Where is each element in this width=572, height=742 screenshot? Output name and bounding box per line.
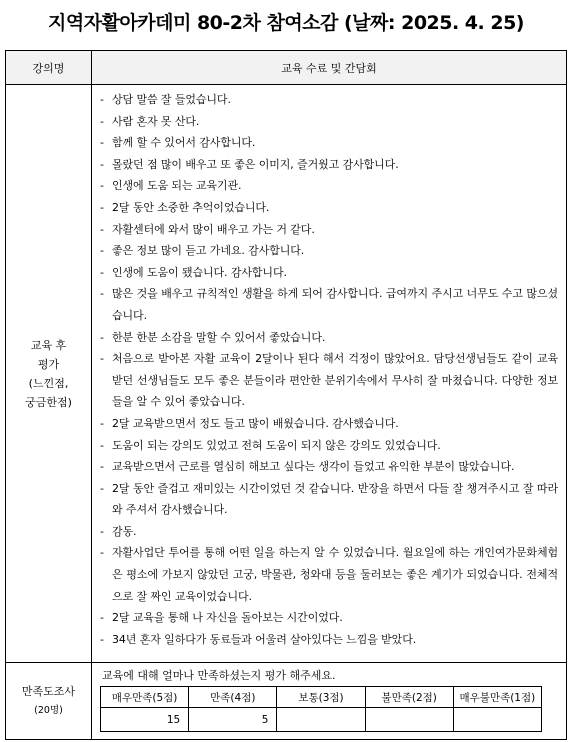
comment-item: - 상담 말씀 잘 들었습니다. [100,89,558,111]
comment-item: - 자활사업단 투어를 통해 어떤 일을 하는지 알 수 있었습니다. 월요일에 하는 개인여가문화체험은 평소에 가보지 않았던 고궁, 박물관, 청와대 등을 둘러보는 좋은 계기가 되었습니다. 전체적으로 잘 짜인 교육이었습니다. [100,542,558,607]
rating-header: 만족(4점) [189,687,277,708]
satisfaction-table [100,686,542,732]
comment-item: - 2달 동안 소중한 추억이었습니다. [100,197,558,219]
evaluation-label-line3: (느낀점, [28,376,69,390]
rating-header: 불만족(2점) [365,687,453,708]
respondent-count: (20명) [34,705,63,716]
rating-header: 매우불만족(1점) [453,687,541,708]
satisfaction-question: 교육에 대해 얼마나 만족하셨는지 평가 해주세요. [102,669,336,682]
satisfaction-cell [92,663,567,740]
comment-item: - 자활센터에 와서 많이 배우고 가는 거 같다. [100,219,558,241]
lecture-name-header: 강의명 [6,51,92,85]
comment-item: - 몰랐던 점 많이 배우고 또 좋은 이미지, 즐거웠고 감사합니다. [100,154,558,176]
evaluation-row [6,85,567,663]
comment-item: - 사람 혼자 못 산다. [100,111,558,133]
comment-item: - 함께 할 수 있어서 감사합니다. [100,132,558,154]
evaluation-label-line2: 평가 [37,357,60,371]
comment-item: - 도움이 되는 강의도 있었고 전혀 도움이 되지 않은 강의도 있었습니다. [100,435,558,457]
rating-header: 보통(3점) [277,687,365,708]
survey-form-table [5,50,567,740]
comments-cell [92,85,567,663]
evaluation-label [6,85,92,663]
comment-item: - 34년 혼자 일하다가 동료들과 어울려 살아있다는 느낌을 받았다. [100,629,558,651]
comment-item: - 감동. [100,521,558,543]
comment-item: - 2달 교육받으면서 정도 들고 많이 배웠습니다. 감사했습니다. [100,413,558,435]
comment-item: - 인생에 도움 되는 교육기관. [100,175,558,197]
satisfaction-header-row [101,687,542,708]
rating-count [365,708,453,732]
satisfaction-values-row [101,708,542,732]
comment-item: - 좋은 정보 많이 듣고 가네요. 감사합니다. [100,240,558,262]
comment-item: - 인생에 도움이 됐습니다. 감사합니다. [100,262,558,284]
rating-count: 5 [189,708,277,732]
page-title: 지역자활아카데미 80-2차 참여소감 (날짜: 2025. 4. 25) [48,12,524,34]
rating-count [453,708,541,732]
comment-list [100,89,558,650]
comment-item: - 교육받으면서 근로를 열심히 해보고 싶다는 생각이 들었고 유익한 부분이 많았습니다. [100,456,558,478]
rating-header: 매우만족(5점) [101,687,189,708]
evaluation-label-line1: 교육 후 [30,338,67,352]
comment-item: - 2달 동안 즐겁고 재미있는 시간이었던 것 같습니다. 반장을 하면서 다들 잘 챙겨주시고 잘 따라와 주셔서 감사했습니다. [100,478,558,521]
rating-count [277,708,365,732]
satisfaction-label [6,663,92,740]
satisfaction-title: 만족도조사 [21,685,76,698]
comment-item: - 많은 것을 배우고 규칙적인 생활을 하게 되어 감사합니다. 급여까지 주시고 너무도 수고 많으셨습니다. [100,283,558,326]
rating-count: 15 [101,708,189,732]
evaluation-label-line4: 궁금한점) [25,395,72,409]
comment-item: - 한분 한분 소감을 말할 수 있어서 좋았습니다. [100,327,558,349]
comment-item: - 처음으로 받아본 자활 교육이 2달이나 된다 해서 걱정이 많았어요. 담당선생님들도 같이 교육받던 선생님들도 모두 좋은 분들이라 편안한 분위기속에서 무사히 잘 마쳤습니다. 다양한 정보들을 알 수 있어 좋았습니다. [100,348,558,413]
comment-item: - 2달 교육을 통해 나 자신을 돌아보는 시간이었다. [100,607,558,629]
satisfaction-row [6,663,567,740]
lecture-title-cell: 교육 수료 및 간담회 [92,51,567,85]
header-row [6,51,567,85]
